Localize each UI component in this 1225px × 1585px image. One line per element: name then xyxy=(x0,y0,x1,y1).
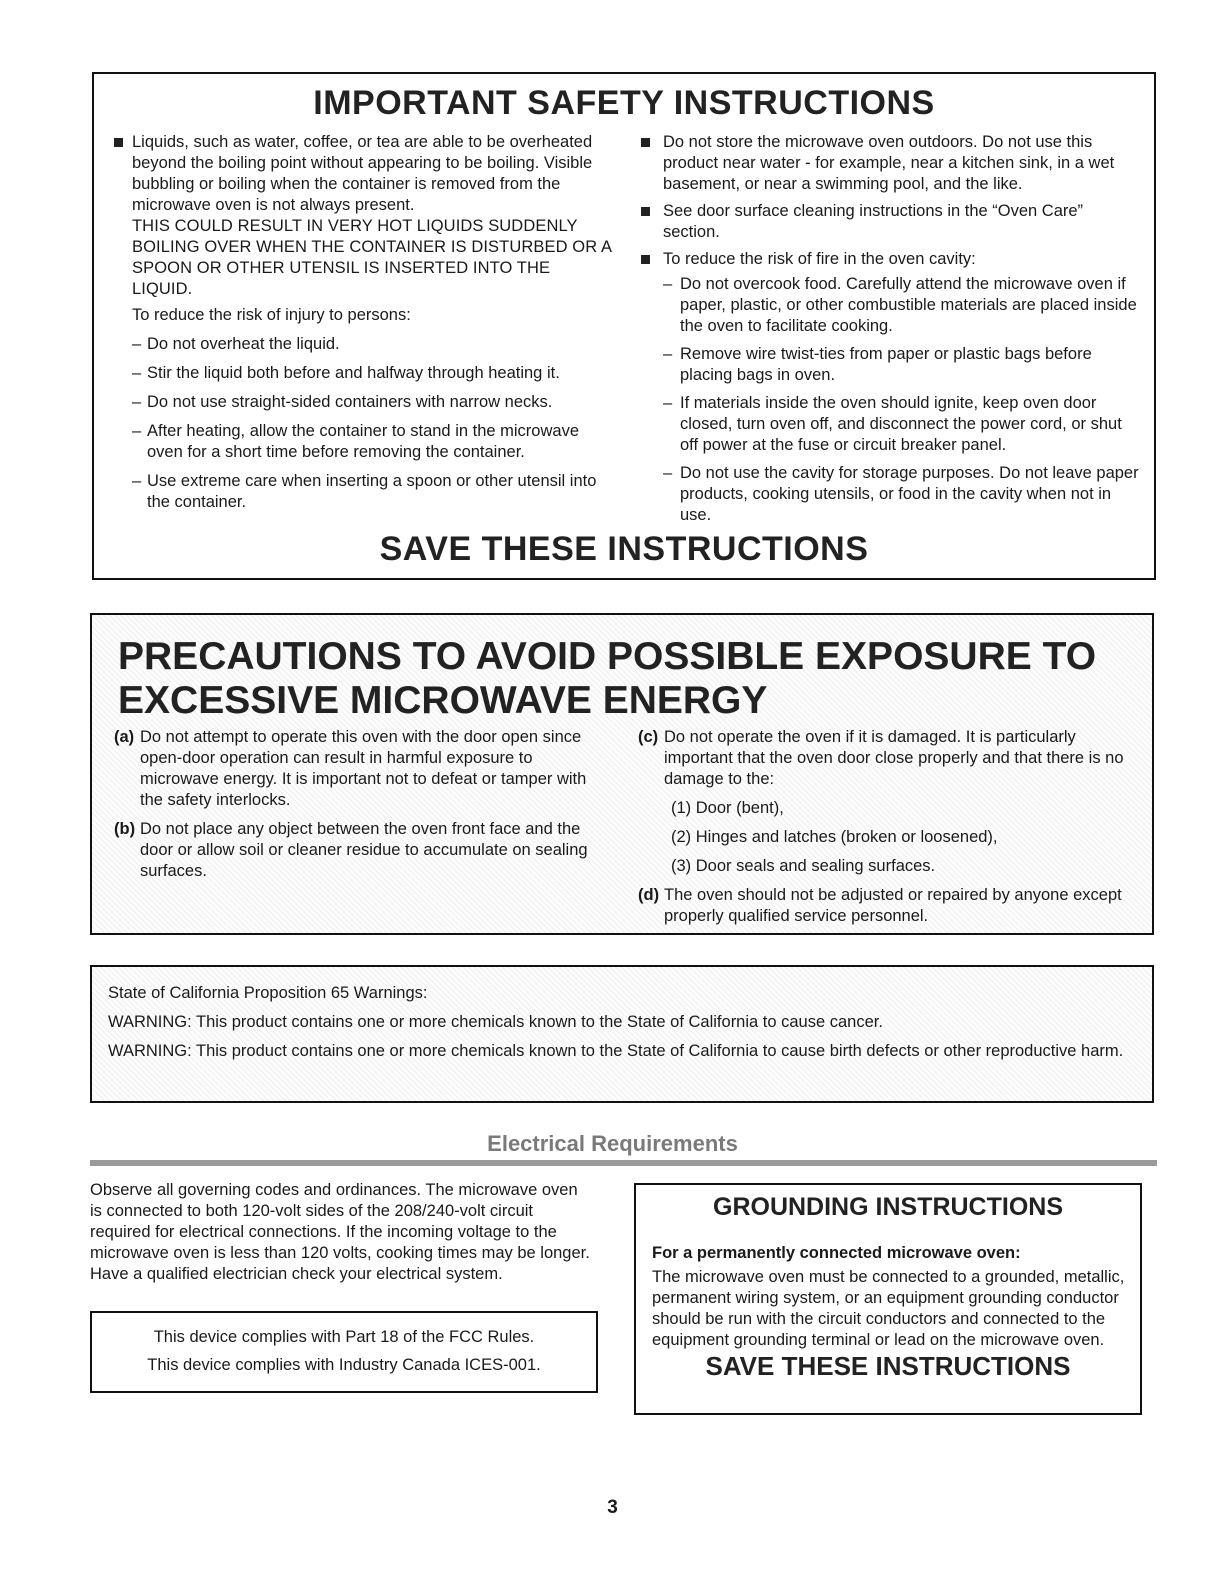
grounding-title: GROUNDING INSTRUCTIONS xyxy=(713,1193,1063,1221)
precaution-item-c xyxy=(616,727,1136,790)
item-text: Do not place any object between the oven front face and the door or allow soil or cleaner residue to accumulate on sealing surfaces. xyxy=(140,820,588,880)
precautions-right-column xyxy=(616,727,1136,935)
heading-rule xyxy=(90,1160,1157,1166)
right-dash-item: – If materials inside the oven should ignite, keep oven door closed, turn oven off, and disconnect the power cord, or shut off power at the fuse or circuit breaker panel. xyxy=(655,393,1140,456)
left-dash-item: – Use extreme care when inserting a spoon or other utensil into the container. xyxy=(94,471,614,513)
outdoors-text: Do not store the microwave oven outdoors. Do not use this product near water - for example, near a kitchen sink, in a wet basement, or near a swimming pool, and the like. xyxy=(663,133,1115,193)
right-dash-item: – Do not use the cavity for storage purposes. Do not leave paper products, cooking utensils, or food in the cavity when not in use. xyxy=(655,463,1140,526)
safety-right-column xyxy=(625,132,1140,533)
page-number: 3 xyxy=(607,1497,618,1518)
electrical-paragraph: Observe all governing codes and ordinances. The microwave oven is connected to both 120-volt sides of the 208/240-volt circuit required for electrical connections. If the incoming voltage to the microwave oven is less than 120 volts, cooking times may be longer. Have a qualified electrician check your electrical system. xyxy=(90,1181,590,1283)
safety-instructions-box xyxy=(92,72,1156,580)
left-dash-item: – Do not use straight-sided containers with narrow necks. xyxy=(94,392,614,413)
prop65-warning-cancer: WARNING: This product contains one or more chemicals known to the State of California to cause cancer. xyxy=(108,1013,883,1031)
reduce-risk-intro: To reduce the risk of injury to persons: xyxy=(132,306,411,324)
save-instructions-title: SAVE THESE INSTRUCTIONS xyxy=(379,530,869,568)
grounding-subtitle: For a permanently connected microwave oven: xyxy=(652,1244,1021,1262)
liquids-warning: THIS COULD RESULT IN VERY HOT LIQUIDS SUDDENLY BOILING OVER WHEN THE CONTAINER IS DISTURBED OR A SPOON OR OTHER UTENSIL IS INSERTED INTO THE LIQUID. xyxy=(132,217,612,298)
item-letter: (b) xyxy=(114,820,136,838)
prop65-heading: State of California Proposition 65 Warnings: xyxy=(108,984,428,1002)
damage-subitem: (3) Door seals and sealing surfaces. xyxy=(671,857,936,875)
safety-left-column xyxy=(94,132,614,521)
item-letter: (c) xyxy=(638,728,659,746)
item-text: Do not operate the oven if it is damaged. It is particularly important that the oven door close properly and that there is no damage to the: xyxy=(664,728,1124,788)
right-dash-item: – Do not overcook food. Carefully attend the microwave oven if paper, plastic, or other combustible materials are placed inside the oven to facilitate cooking. xyxy=(655,274,1140,337)
grounding-save-title: SAVE THESE INSTRUCTIONS xyxy=(705,1351,1071,1381)
left-dash-item: – Do not overheat the liquid. xyxy=(94,334,614,355)
fcc-line: This device complies with Part 18 of the FCC Rules. xyxy=(153,1328,535,1346)
square-bullet-icon xyxy=(641,138,650,147)
prop65-content xyxy=(108,983,1128,1070)
precaution-item-a xyxy=(92,727,592,811)
ices-line: This device complies with Industry Canada ICES-001. xyxy=(147,1356,541,1374)
liquids-text: Liquids, such as water, coffee, or tea are able to be overheated beyond the boiling point without appearing to be boiling. Visible bubbling or boiling when the container is removed from the microwave oven is not always present. xyxy=(132,133,593,214)
fire-risk-intro: To reduce the risk of fire in the oven cavity: xyxy=(663,250,976,268)
square-bullet-icon xyxy=(641,207,650,216)
left-dash-item: – Stir the liquid both before and halfway through heating it. xyxy=(94,363,614,384)
bullet-oven-care xyxy=(625,201,1140,243)
oven-care-text: See door surface cleaning instructions in the “Oven Care” section. xyxy=(663,202,1084,241)
grounding-body: The microwave oven must be connected to a grounded, metallic, permanent wiring system, or an equipment grounding conductor should be run with the circuit conductors and connected to the equipment grounding terminal or lead on the microwave oven. xyxy=(652,1268,1125,1349)
item-letter: (a) xyxy=(114,728,135,746)
square-bullet-icon xyxy=(114,138,123,147)
grounding-instructions-box xyxy=(634,1183,1142,1415)
precautions-left-column xyxy=(92,727,592,890)
fire-risk-list xyxy=(625,274,1140,526)
bullet-liquids xyxy=(94,132,614,300)
bullet-fire-risk xyxy=(625,249,1140,270)
item-text: Do not attempt to operate this oven with the door open since open-door operation can result in harmful exposure to microwave energy. It is important not to defeat or tamper with the safety interlocks. xyxy=(140,728,587,809)
prop65-box xyxy=(90,965,1154,1103)
item-letter: (d) xyxy=(638,886,660,904)
damage-subitem: (2) Hinges and latches (broken or loosened), xyxy=(671,828,998,846)
prop65-warning-reproductive: WARNING: This product contains one or more chemicals known to the State of California to cause birth defects or other reproductive harm. xyxy=(108,1042,1124,1060)
fcc-compliance-box xyxy=(90,1311,598,1393)
item-text: The oven should not be adjusted or repaired by anyone except properly qualified service personnel. xyxy=(664,886,1122,925)
right-dash-item: – Remove wire twist-ties from paper or plastic bags before placing bags in oven. xyxy=(655,344,1140,386)
damage-subitem: (1) Door (bent), xyxy=(671,799,784,817)
square-bullet-icon xyxy=(641,255,650,264)
electrical-requirements-heading: Electrical Requirements xyxy=(487,1131,738,1156)
precautions-box xyxy=(90,613,1154,935)
precaution-item-b xyxy=(92,819,592,882)
safety-title: IMPORTANT SAFETY INSTRUCTIONS xyxy=(313,84,935,122)
precautions-title: PRECAUTIONS TO AVOID POSSIBLE EXPOSURE TO EXCESSIVE MICROWAVE ENERGY xyxy=(118,635,1097,722)
bullet-outdoors xyxy=(625,132,1140,195)
precaution-item-d xyxy=(616,885,1136,927)
left-dash-item: – After heating, allow the container to stand in the microwave oven for a short time before removing the container. xyxy=(94,421,614,463)
